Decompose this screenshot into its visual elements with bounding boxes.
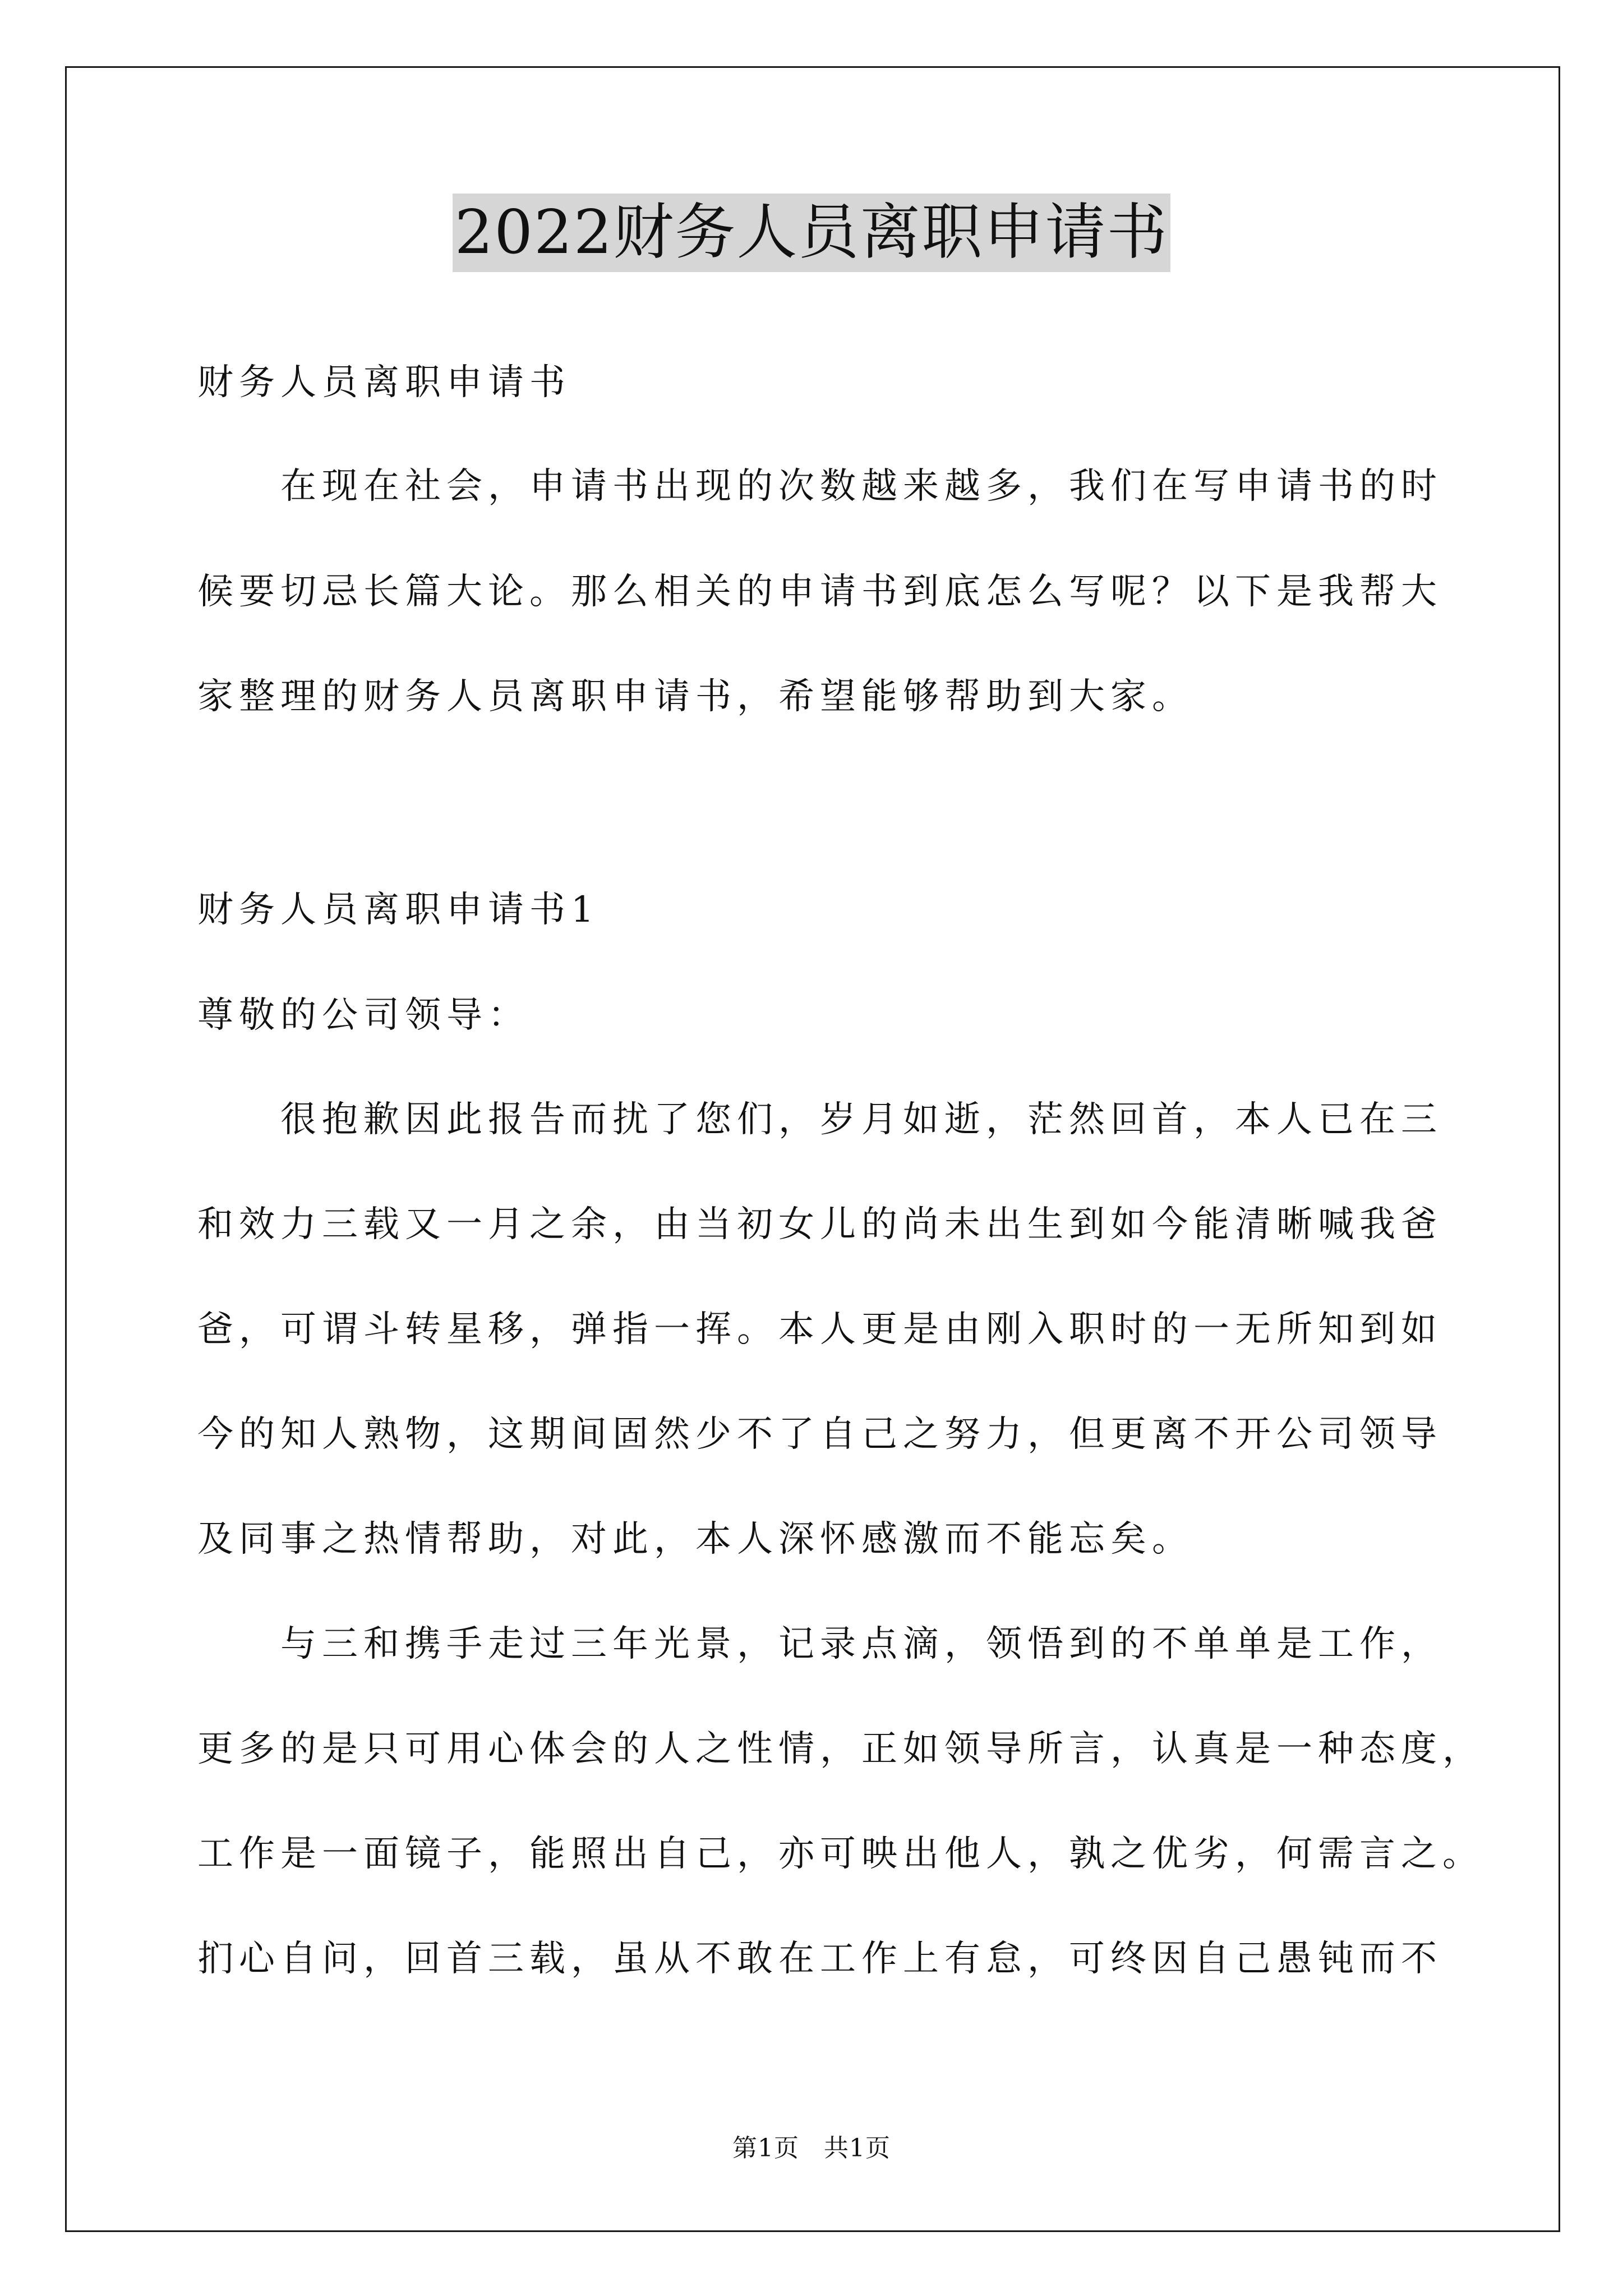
intro-line-3: 家整理的财务人员离职申请书，希望能够帮助到大家。	[197, 676, 1193, 717]
paragraph1-line-2: 和效力三载又一月之余，由当初女儿的尚未出生到如今能清晰喊我爸	[197, 1204, 1442, 1245]
section-heading: 财务人员离职申请书1	[197, 889, 600, 931]
document-title-text: 2022财务人员离职申请书	[453, 194, 1171, 272]
salutation: 尊敬的公司领导：	[197, 995, 529, 1036]
page-number-current: 第1页	[732, 2134, 799, 2162]
page-footer	[0, 2132, 1623, 2165]
paragraph1-line-3: 爸，可谓斗转星移，弹指一挥。本人更是由刚入职时的一无所知到如	[197, 1309, 1442, 1350]
intro-line-2: 候要切忌长篇大论。那么相关的申请书到底怎么写呢？以下是我帮大	[197, 571, 1442, 613]
paragraph2-line-4: 扪心自问，回首三载，虽从不敢在工作上有怠，可终因自己愚钝而不	[197, 1938, 1442, 1980]
paragraph1-line-4: 今的知人熟物，这期间固然少不了自己之努力，但更离不开公司领导	[197, 1414, 1442, 1455]
paragraph1-line-1: 很抱歉因此报告而扰了您们，岁月如逝，茫然回首，本人已在三	[280, 1099, 1442, 1140]
document-title	[0, 194, 1623, 272]
document-subtitle: 财务人员离职申请书	[197, 362, 571, 403]
page-number-total: 共1页	[824, 2134, 891, 2162]
paragraph2-line-3: 工作是一面镜子，能照出自己，亦可映出他人，孰之优劣，何需言之。	[197, 1833, 1484, 1875]
paragraph2-line-1: 与三和携手走过三年光景，记录点滴，领悟到的不单单是工作，	[280, 1623, 1442, 1665]
paragraph1-line-5: 及同事之热情帮助，对此，本人深怀感激而不能忘矣。	[197, 1519, 1193, 1560]
intro-line-1: 在现在社会，申请书出现的次数越来越多，我们在写申请书的时	[280, 466, 1442, 507]
paragraph2-line-2: 更多的是只可用心体会的人之性情，正如领导所言，认真是一种态度，	[197, 1728, 1484, 1770]
